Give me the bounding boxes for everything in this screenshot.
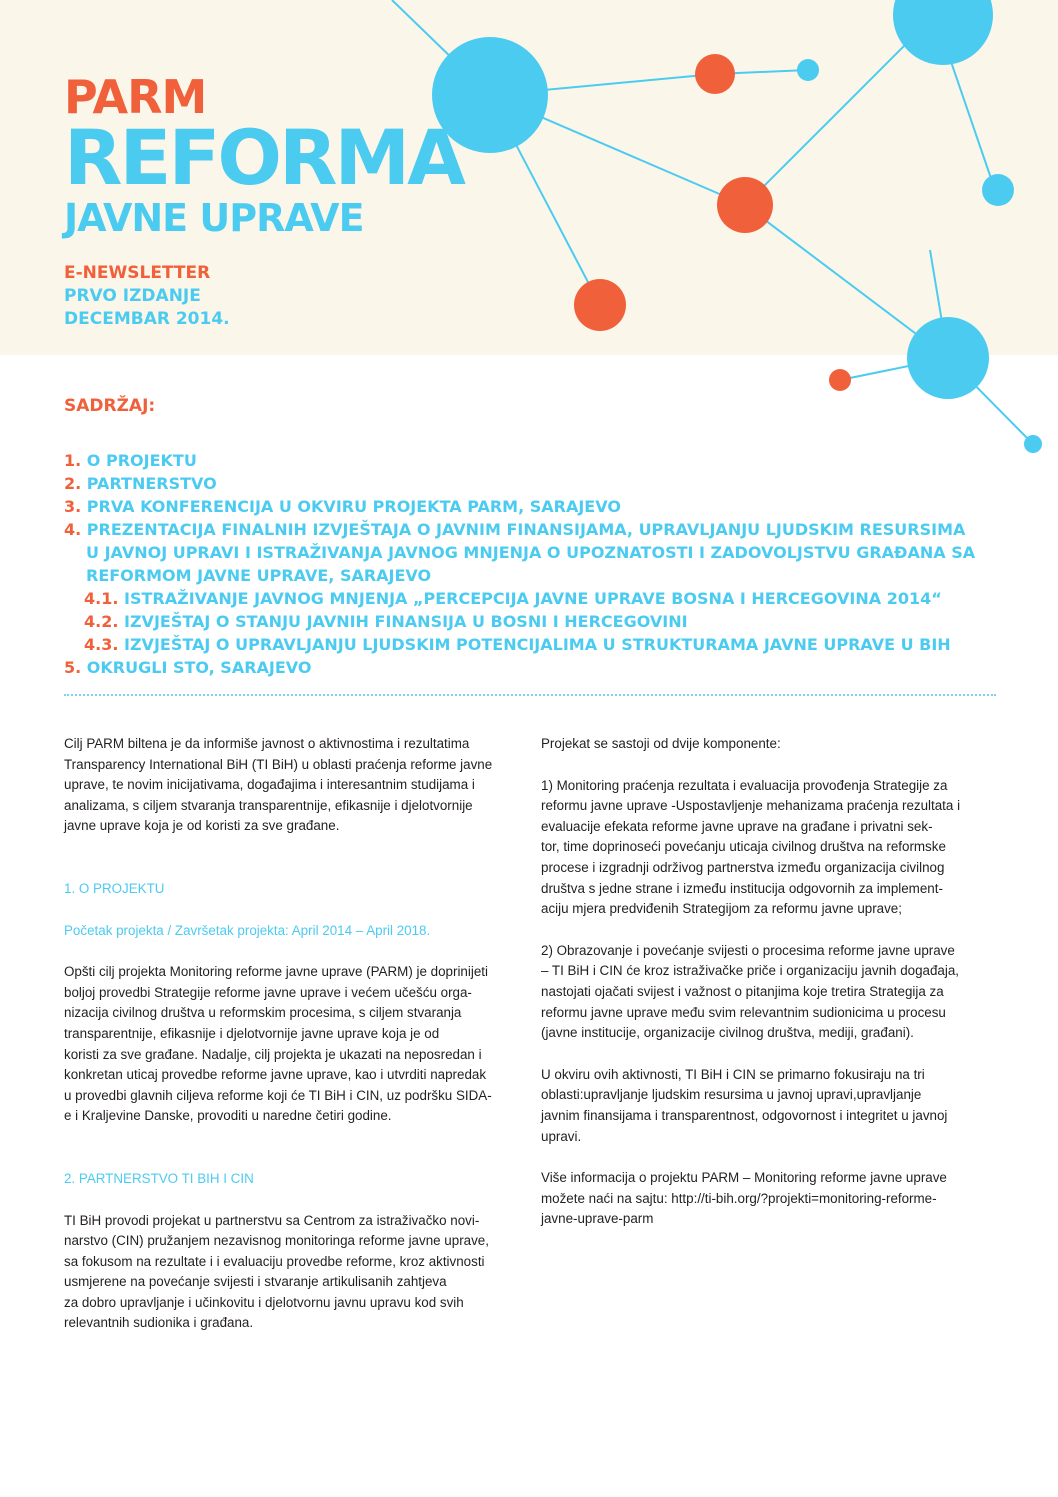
text-line: – TI BiH i CIN će kroz istraživačke priče i organizaciju javnih događaja, (541, 963, 960, 979)
text-line: transparentnije, efikasnije i djelotvornije javne uprave koja je od (64, 1025, 440, 1041)
toc-item-label: OKRUGLI STO, SARAJEVO (86, 658, 312, 677)
text-line: narstvo (CIN) pružanjem nezavisnog monitoringa reforme javne uprave, (64, 1233, 489, 1249)
text-line: za dobro upravljanje i učinkovitu i djelotvornu javnu upravu kod svih (64, 1294, 464, 1310)
text-line: e i Kraljevine Danske, provoditi u naredne četiri godine. (64, 1108, 392, 1124)
toc-item-number: 3. (64, 497, 82, 516)
masthead-reforma: REFORMA (64, 113, 463, 202)
text-line: sa fokusom na rezultate i i evaluaciju provedbe reforme, kroz aktivnosti (64, 1253, 485, 1269)
text-line: 1) Monitoring praćenja rezultata i evaluacija provođenja Strategije za (541, 777, 948, 793)
toc-item-continuation: U JAVNOJ UPRAVI I ISTRAŽIVANJA JAVNOG MNJENJA O UPOZNATOSTI I ZADOVOLJSTVU GRAĐANA SA (86, 543, 976, 562)
text-line: evaluacije efekata reforme javne uprave na građane i privatni sek- (541, 818, 933, 834)
toc-item-number: 4.3. (84, 635, 119, 654)
text-line: uprave, te novim inicijativama, događajima i interesantnim studijama i (64, 777, 475, 793)
section-heading-partnerstvo: 2. PARTNERSTVO TI BIH I CIN (64, 1170, 254, 1186)
network-node (574, 279, 626, 331)
network-node (717, 177, 773, 233)
edition-info (64, 262, 230, 331)
toc-item-label: IZVJEŠTAJ O STANJU JAVNIH FINANSIJA U BOSNI I HERCEGOVINI (124, 612, 688, 631)
component-2-paragraph (541, 941, 991, 1044)
section-heading-o-projektu: 1. O PROJEKTU (64, 880, 165, 896)
text-line: TI BiH provodi projekat u partnerstvu sa Centrom za istraživačko novi- (64, 1212, 480, 1228)
spacer (64, 858, 514, 879)
project-goal-paragraph (64, 962, 514, 1127)
toc-item-label: O PROJEKTU (86, 451, 197, 470)
toc-item-number: 2. (64, 474, 82, 493)
toc-subitem[interactable] (64, 610, 1004, 633)
toc-item-number: 4. (64, 520, 82, 539)
network-node (695, 54, 735, 94)
toc-item[interactable] (64, 495, 1004, 518)
text-line: relevantnih sudionika i građana. (64, 1315, 254, 1331)
focus-areas-paragraph (541, 1065, 991, 1147)
components-intro: Projekat se sastoji od dvije komponente: (541, 736, 781, 751)
edition-number: PRVO IZDANJE (64, 286, 201, 306)
text-line: Transparency International BiH (TI BiH) u oblasti praćenja reforme javne (64, 756, 493, 772)
toc-item[interactable] (64, 472, 1004, 495)
left-column (64, 734, 514, 1355)
network-node (797, 59, 819, 81)
text-line: društva s jedne strane i između institucija odgovornih za implement- (541, 880, 943, 896)
toc-heading: SADRŽAJ: (64, 396, 156, 416)
text-line: aciju mjera predviđenih Strategijom za reformu javne uprave; (541, 901, 902, 917)
text-line: oblasti:upravljanje ljudskim resursima u javnoj upravi,upravljanje (541, 1087, 922, 1103)
right-column (541, 734, 991, 1251)
text-line: reformu javne uprave među svim relevantnim sudionicima u procesu (541, 1004, 946, 1020)
table-of-contents (64, 396, 1004, 679)
text-line: javnim finansijama i transparentnost, odgovornost i integritet u javnoj (541, 1107, 948, 1123)
toc-item-number: 1. (64, 451, 82, 470)
network-node (829, 369, 851, 391)
toc-item-label: ISTRAŽIVANJE JAVNOG MNJENJA „PERCEPCIJA JAVNE UPRAVE BOSNA I HERCEGOVINA 2014“ (124, 589, 942, 608)
text-line: usmjerene na povećanje svijesti i stvaranje artikulisanih zahtjeva (64, 1274, 447, 1290)
network-node (907, 317, 989, 399)
component-1-paragraph (541, 776, 991, 920)
project-dates: Početak projekta / Završetak projekta: April 2014 – April 2018. (64, 922, 431, 938)
edition-type: E-NEWSLETTER (64, 263, 211, 283)
toc-item[interactable] (64, 656, 1004, 679)
text-line: u provedbi glavnih ciljeva reforme koji će TI BiH i CIN, uz podršku SIDA- (64, 1087, 492, 1103)
text-line: boljoj provedbi Strategije reforme javne uprave i većem učešću orga- (64, 984, 472, 1000)
text-line: nastojati ojačati svijest i važnost o pitanjima koje tretira Strategija za (541, 983, 944, 999)
masthead-parm: PARM (64, 70, 207, 124)
text-line: koristi za sve građane. Nadalje, cilj projekta je ukazati na neposredan i (64, 1046, 482, 1062)
toc-item-number: 5. (64, 658, 82, 677)
toc-item-label: IZVJEŠTAJ O UPRAVLJANJU LJUDSKIM POTENCIJALIMA U STRUKTURAMA JAVNE UPRAVE U BIH (124, 635, 951, 654)
text-line: upravi. (541, 1128, 582, 1144)
toc-subitem[interactable] (64, 587, 1004, 610)
text-line: Više informacija o projektu PARM – Monitoring reforme javne uprave (541, 1170, 947, 1186)
text-line: 2) Obrazovanje i povećanje svijesti o procesima reforme javne uprave (541, 942, 955, 958)
toc-item-label: PARTNERSTVO (86, 474, 217, 493)
text-line: Opšti cilj projekta Monitoring reforme javne uprave (PARM) je doprinijeti (64, 964, 488, 980)
network-node (893, 0, 993, 65)
toc-item-label: PREZENTACIJA FINALNIH IZVJEŠTAJA O JAVNIM FINANSIJAMA, UPRAVLJANJU LJUDSKIM RESURSIMA (86, 520, 966, 539)
dotted-divider (64, 694, 996, 696)
toc-item-number: 4.2. (84, 612, 119, 631)
text-line: javne uprave koja je od koristi za sve građane. (64, 818, 340, 834)
masthead-javne-uprave: JAVNE UPRAVE (64, 196, 364, 240)
toc-item-label: PRVA KONFERENCIJA U OKVIRU PROJEKTA PARM, SARAJEVO (86, 497, 621, 516)
text-line: tor, time doprinoseći povećanju uticaja civilnog društva na reformske (541, 839, 946, 855)
network-node (1024, 435, 1042, 453)
toc-subitem[interactable] (64, 633, 1004, 656)
intro-paragraph (64, 734, 514, 837)
text-line: reformu javne uprave -Uspostavljenje mehanizama praćenja rezultata i (541, 798, 961, 814)
partnership-paragraph (64, 1211, 514, 1335)
text-line: Cilj PARM biltena je da informiše javnost o aktivnostima i rezultatima (64, 736, 470, 751)
toc-item-number: 4.1. (84, 589, 119, 608)
text-line: procese i izgradnji održivog partnerstva između organizacija civilnog (541, 859, 945, 875)
spacer (64, 1148, 514, 1169)
edition-date: DECEMBAR 2014. (64, 309, 230, 329)
toc-item-continuation: REFORMOM JAVNE UPRAVE, SARAJEVO (86, 566, 432, 585)
text-line: konkretan uticaj provedbe reforme javne uprave, kao i utvrditi napredak (64, 1067, 487, 1083)
text-line: (javne institucije, organizacije civilnog društva, mediji, građani). (541, 1025, 914, 1041)
website-link[interactable]: možete naći na sajtu: http://ti-bih.org/?projekti=monitoring-reforme- (541, 1190, 937, 1206)
text-line: nizacija civilnog društva u reformskim procesima, s ciljem stvaranja (64, 1005, 462, 1021)
network-node (982, 174, 1014, 206)
toc-item[interactable] (64, 449, 1004, 472)
toc-item[interactable] (64, 518, 1004, 541)
website-link-continuation[interactable]: javne-uprave-parm (541, 1211, 654, 1227)
text-line: U okviru ovih aktivnosti, TI BiH i CIN se primarno fokusiraju na tri (541, 1066, 925, 1082)
text-line: analizama, s ciljem stvaranja transparentnije, efikasnije i djelotvornije (64, 797, 473, 813)
more-info-paragraph (541, 1168, 991, 1230)
